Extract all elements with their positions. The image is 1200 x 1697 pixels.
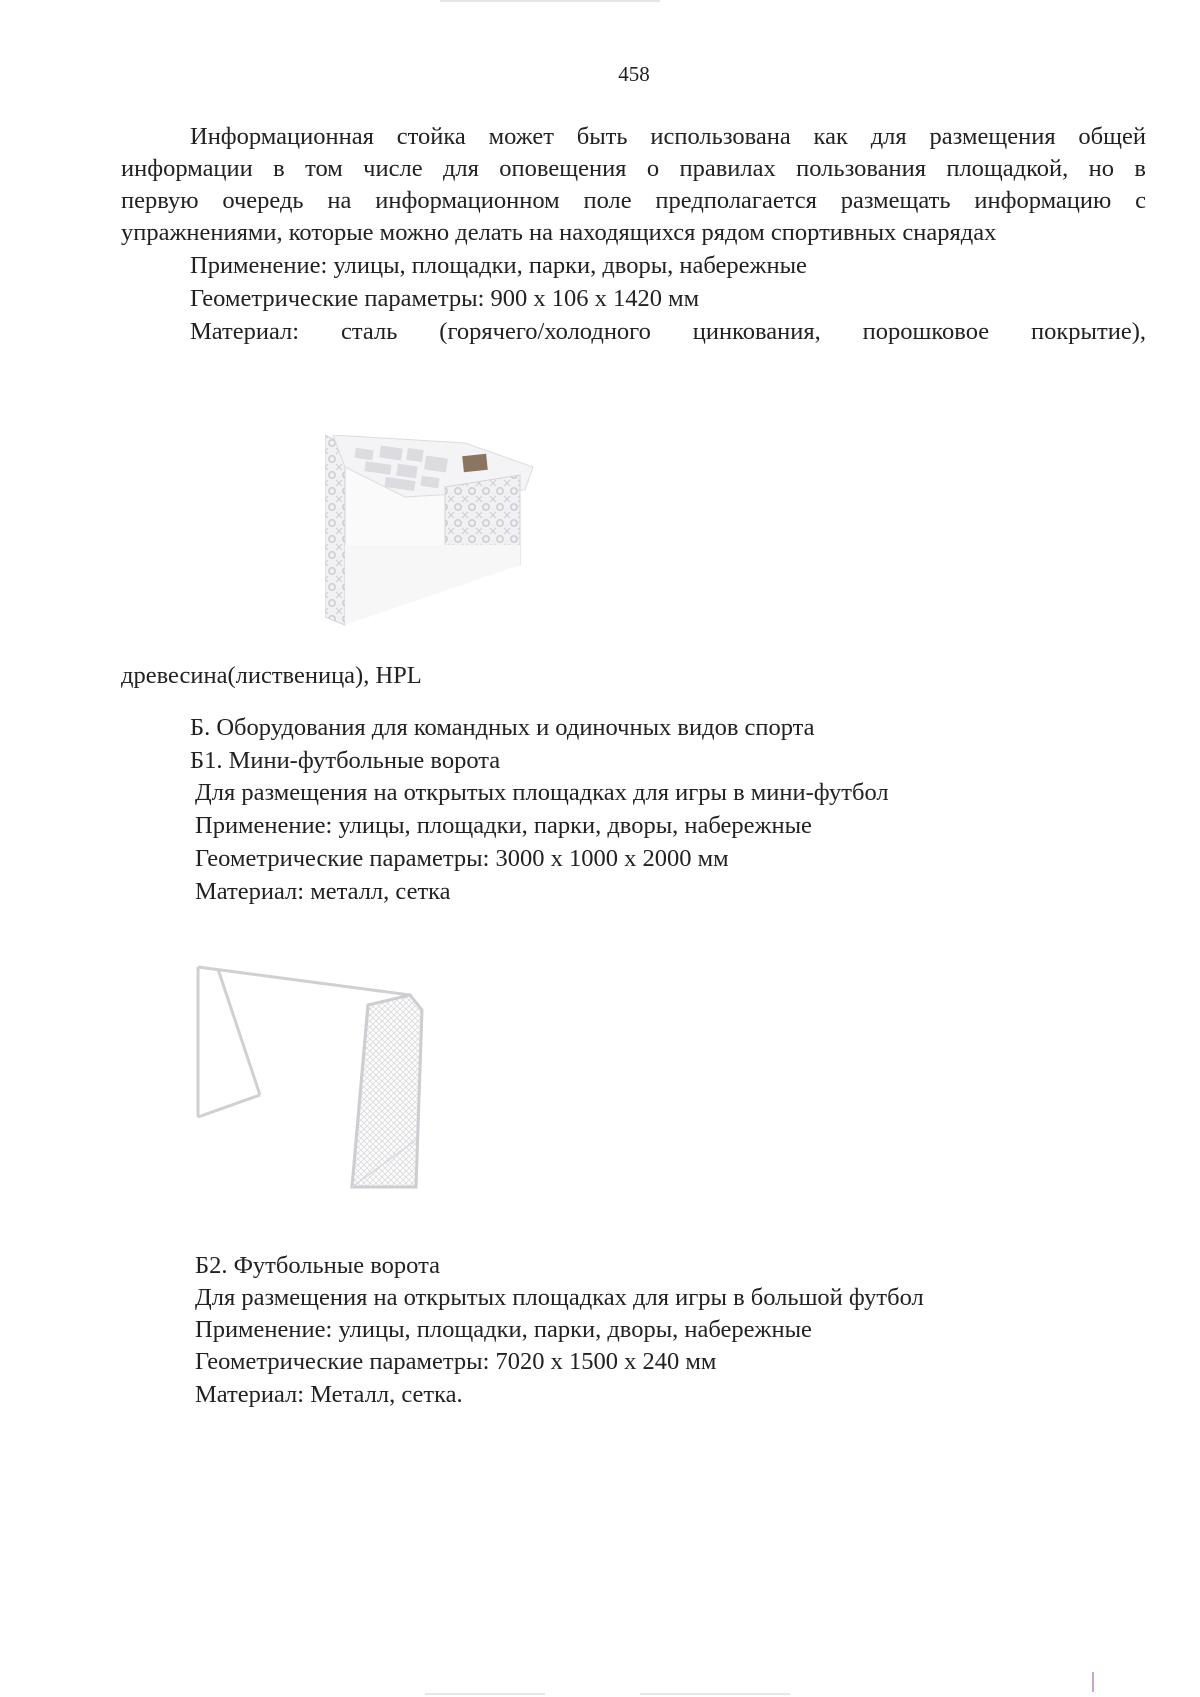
intro-line-2: информации в том числе для оповещения о правилах пользования площадкой, но в xyxy=(121,155,1146,182)
scan-edge-top xyxy=(440,0,660,2)
section-b-title: Б. Оборудования для командных и одиночных видов спорта xyxy=(190,714,815,741)
intro-application: Применение: улицы, площадки, парки, дворы, набережные xyxy=(190,252,807,279)
intro-line-3: первую очередь на информационном поле предполагается размещать информацию с xyxy=(121,187,1146,214)
b2-application: Применение: улицы, площадки, парки, дворы, набережные xyxy=(195,1316,812,1343)
intro-line-4: упражнениями, которые можно делать на находящихся рядом спортивных снарядах xyxy=(121,219,997,246)
b2-purpose: Для размещения на открытых площадках для игры в большой футбол xyxy=(195,1284,924,1311)
page-number: 458 xyxy=(618,62,650,86)
b2-geometry: Геометрические параметры: 7020 х 1500 х 240 мм xyxy=(195,1348,717,1375)
scan-edge-bottom-right xyxy=(640,1693,790,1695)
mini-football-goal-image xyxy=(190,955,430,1190)
intro-material-continued: древесина(лиственица), HPL xyxy=(121,662,422,689)
intro-geometry: Геометрические параметры: 900 х 106 х 1420 мм xyxy=(190,285,700,312)
b1-material: Материал: металл, сетка xyxy=(195,878,451,905)
intro-material: Материал: сталь (горячего/холодного цинкования, порошковое покрытие), xyxy=(190,318,1146,345)
scan-edge-bottom-left xyxy=(425,1693,545,1695)
b1-geometry: Геометрические параметры: 3000 х 1000 х 2000 мм xyxy=(195,845,729,872)
b1-purpose: Для размещения на открытых площадках для игры в мини-футбол xyxy=(195,779,889,806)
b1-title: Б1. Мини-футбольные ворота xyxy=(190,747,501,774)
intro-line-1: Информационная стойка может быть использована как для размещения общей xyxy=(190,123,1146,150)
b2-material: Материал: Металл, сетка. xyxy=(195,1381,463,1408)
b2-title: Б2. Футбольные ворота xyxy=(195,1252,440,1279)
info-stand-image xyxy=(325,435,535,630)
b1-application: Применение: улицы, площадки, парки, дворы, набережные xyxy=(195,812,812,839)
scan-mark-right xyxy=(1092,1672,1094,1692)
